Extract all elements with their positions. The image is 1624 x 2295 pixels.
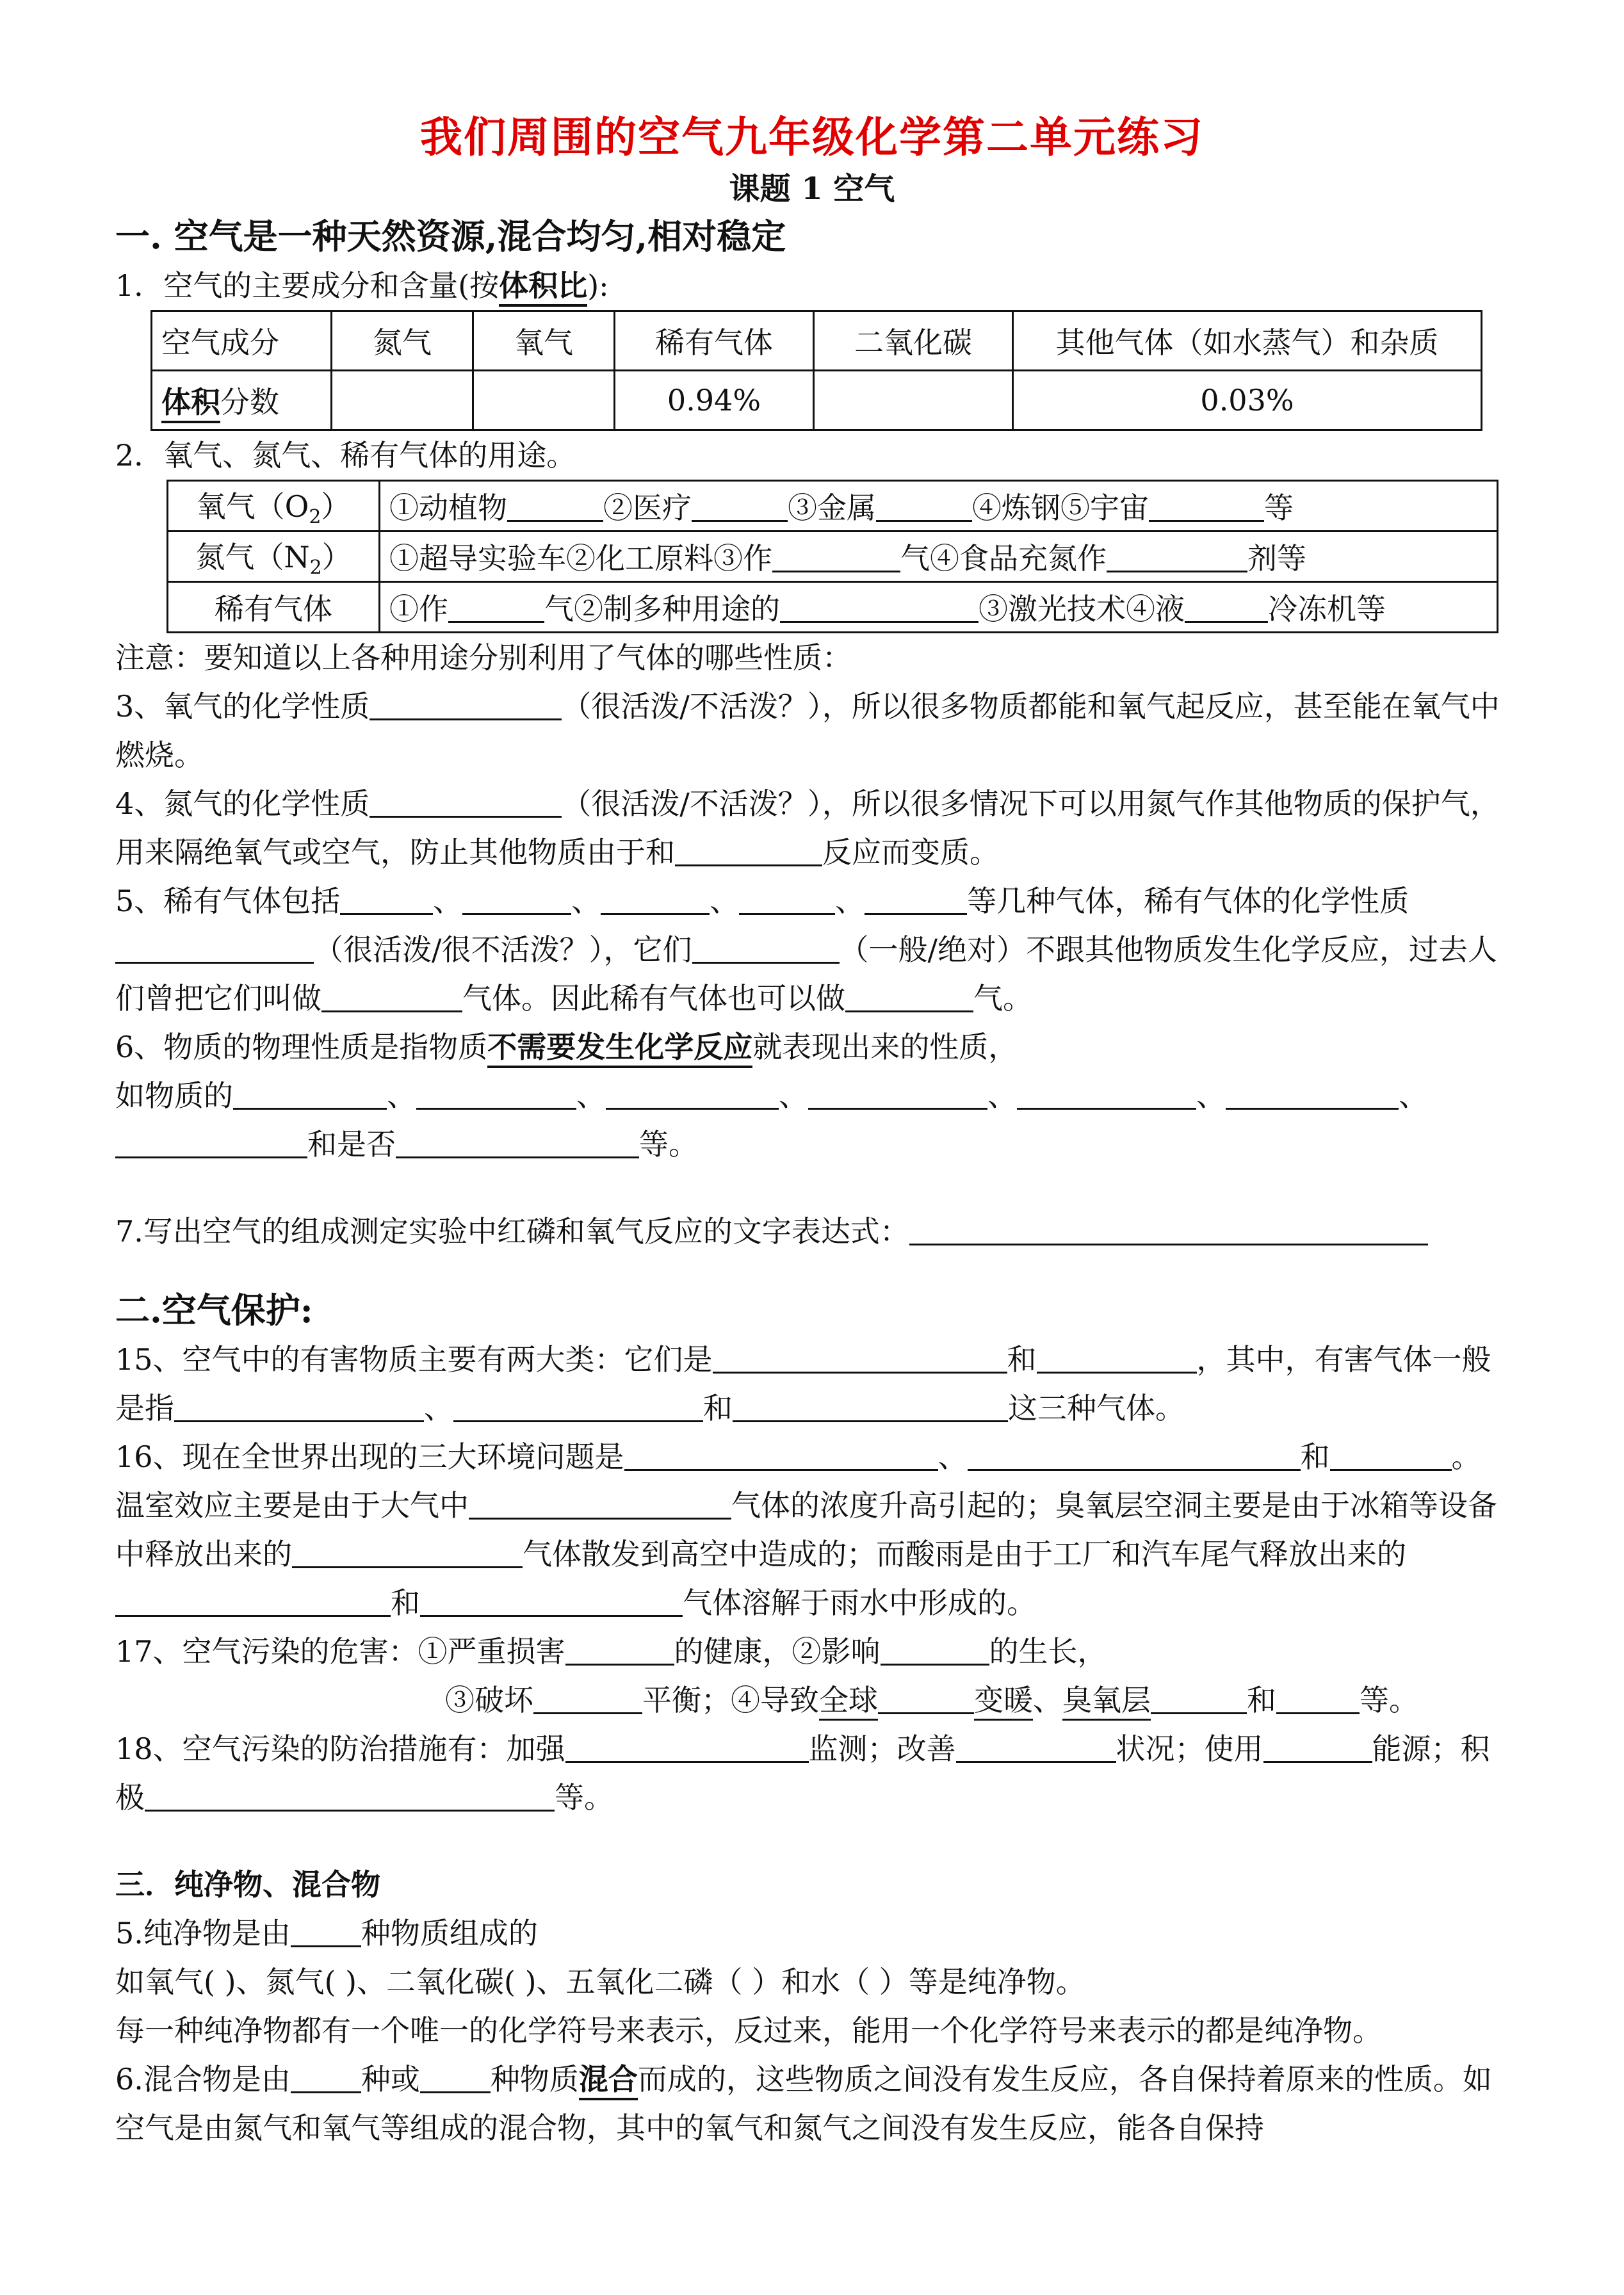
section-2-heading: 二.空气保护: [115, 1290, 313, 1331]
q6-tail [115, 1120, 1509, 1169]
table-header: 二氧化碳 [814, 311, 1013, 371]
use-text: 等 [1264, 491, 1294, 525]
answer-blank[interactable] [115, 931, 314, 964]
answer-blank[interactable] [145, 1779, 555, 1812]
q17-text: 和 [1247, 1683, 1276, 1717]
q15-text: 和 [1007, 1342, 1037, 1377]
q6-text: 如物质的 [115, 1078, 233, 1113]
q6-text: 和是否 [307, 1127, 396, 1162]
answer-cell[interactable] [473, 371, 615, 430]
answer-blank[interactable] [1151, 1682, 1247, 1714]
answer-blank[interactable] [369, 688, 562, 720]
q4-text: （很活泼/不活泼？），所以很多情况下可以用氮气作其他物质的保护气，用来隔绝氧气或空气，防止其他物质由于和 [115, 786, 1500, 870]
answer-blank[interactable] [692, 931, 840, 964]
q17-text: 等。 [1360, 1683, 1418, 1717]
q16 [115, 1432, 1509, 1627]
q17-text: 的生长， [989, 1634, 1107, 1669]
section-1-heading: 一. 空气是一种天然资源,混合均匀,相对稳定 [115, 216, 786, 257]
sep: 、 [571, 884, 601, 918]
row-label [152, 371, 332, 430]
gas-close: ） [321, 489, 351, 524]
q17 [115, 1627, 1509, 1676]
q17-text: ③破坏 [445, 1683, 533, 1717]
answer-blank[interactable] [733, 1390, 1008, 1422]
answer-blank[interactable] [1263, 1730, 1372, 1763]
q16-text: 气体溶解于雨水中形成的。 [683, 1585, 1036, 1620]
q17-continued [115, 1676, 1509, 1724]
answer-blank[interactable] [1149, 489, 1264, 522]
lesson-subtitle: 课题 1 空气 [729, 171, 895, 207]
answer-blank[interactable] [507, 489, 603, 522]
gas-name-noble: 稀有气体 [168, 582, 380, 633]
q17-underlined: 臭氧层 [1062, 1683, 1151, 1721]
use-text: 剂等 [1247, 541, 1306, 576]
q16-text: 。温室效应主要是由于大气中 [115, 1439, 1481, 1523]
answer-blank[interactable] [1017, 1077, 1196, 1110]
answer-blank[interactable] [1037, 1341, 1197, 1374]
page-title: 我们周围的空气九年级化学第二单元练习 [420, 112, 1204, 162]
noble-gas-uses [380, 582, 1498, 633]
q5-text: （一般/绝对）不跟其他物质发生化学反应，过去人们曾把它们叫做 [115, 932, 1497, 1016]
q3 [115, 682, 1509, 779]
q1 [115, 261, 1509, 310]
q6-text: 等。 [639, 1127, 698, 1162]
q17-text: 的健康，②影响 [674, 1634, 881, 1669]
q15-text: ，其中，有害气体一般是指 [115, 1342, 1491, 1425]
answer-blank[interactable] [878, 1682, 974, 1714]
q6-text: 6、物质的物理性质是指物质 [115, 1030, 488, 1064]
sep: 、 [1399, 1078, 1428, 1113]
table-row [168, 481, 1498, 531]
answer-blank[interactable] [772, 540, 900, 572]
q5-text: （很活泼/很不活泼？），它们 [314, 932, 692, 967]
q18-text: 能源；积极 [115, 1731, 1490, 1815]
q5-text: 等几种气体，稀有气体的化学性质 [967, 884, 1409, 918]
s3-q6-text: 种或 [361, 2062, 420, 2096]
sep: 、 [835, 884, 865, 918]
answer-blank[interactable] [881, 1633, 989, 1666]
sep: 、 [576, 1078, 606, 1113]
answer-blank[interactable] [606, 1077, 779, 1110]
table-header: 稀有气体 [615, 311, 814, 371]
q1-emph: 体积比 [499, 268, 587, 307]
answer-blank[interactable] [1107, 540, 1247, 572]
answer-blank[interactable] [1226, 1077, 1399, 1110]
q7 [115, 1207, 1509, 1256]
answer-blank[interactable] [369, 785, 562, 818]
q3-text: （很活泼/不活泼？），所以很多物质都能和氧气起反应，甚至能在氧气中燃烧。 [115, 689, 1500, 772]
s3-q5-note: 每一种纯净物都有一个唯一的化学符号来表示，反过来，能用一个化学符号来表示的都是纯净物。 [115, 2013, 1382, 2048]
answer-cell[interactable] [332, 371, 473, 430]
answer-blank[interactable] [453, 1390, 703, 1422]
table-header: 氮气 [332, 311, 473, 371]
answer-blank[interactable] [565, 1633, 674, 1666]
q18-text: 监测；改善 [808, 1731, 956, 1766]
answer-blank[interactable] [292, 1536, 523, 1568]
answer-blank[interactable] [1276, 1682, 1360, 1714]
q5 [115, 877, 1509, 1023]
answer-cell[interactable] [814, 371, 1013, 430]
table-header: 空气成分 [152, 311, 332, 371]
q17-text: 17、空气污染的危害：①严重损害 [115, 1634, 565, 1669]
subscript: 2 [309, 506, 321, 529]
q17-text: 、 [1033, 1683, 1062, 1717]
use-text: ①动植物 [389, 491, 507, 525]
answer-blank[interactable] [420, 2061, 491, 2093]
answer-blank[interactable] [675, 834, 822, 866]
s3-q5-text: 5.纯净物是由 [115, 1916, 291, 1950]
sep: 、 [433, 884, 463, 918]
answer-blank[interactable] [115, 1126, 307, 1158]
gas-text: 氮气（N [195, 539, 310, 574]
answer-blank[interactable] [713, 1341, 1007, 1374]
q15-text: 15、空气中的有害物质主要有两大类：它们是 [115, 1342, 713, 1377]
spacer [115, 1169, 1509, 1207]
table-header: 其他气体（如水蒸气）和杂质 [1013, 311, 1482, 371]
answer-blank[interactable] [1330, 1438, 1452, 1471]
q17-underlined: 全球 [819, 1683, 878, 1721]
spacer [115, 1822, 1509, 1860]
row-label-rest: 分数 [220, 385, 279, 419]
answer-blank[interactable] [565, 1730, 809, 1763]
use-text: 气④食品充氮作 [900, 541, 1107, 576]
sep: 、 [987, 1078, 1017, 1113]
q16-text: 气体的浓度升高引起的；臭氧层空洞主要是由于冰箱等设备中释放出来的 [115, 1488, 1497, 1571]
q16-text: 和 [1300, 1439, 1330, 1474]
q15-text: 、 [424, 1391, 453, 1425]
q4 [115, 779, 1509, 877]
q2: 2．氧气、氮气、稀有气体的用途。 [115, 438, 576, 473]
answer-blank[interactable] [624, 1438, 938, 1471]
use-text: ④炼钢⑤宇宙 [972, 491, 1149, 525]
q16-text: 气体散发到高空中造成的；而酸雨是由于工厂和汽车尾气释放出来的 [523, 1537, 1406, 1571]
q16-text: 和 [391, 1585, 420, 1620]
answer-blank[interactable] [462, 882, 571, 915]
q18-text: 等。 [555, 1780, 613, 1815]
gas-name-nitrogen [168, 531, 380, 582]
answer-blank[interactable] [396, 1126, 639, 1158]
q5-text: 气体。因此稀有气体也可以做 [462, 981, 845, 1016]
value-cell: 0.94% [615, 371, 814, 430]
answer-blank[interactable] [1185, 590, 1268, 623]
table-header: 氧气 [473, 311, 615, 371]
use-text: ③金属 [788, 491, 876, 525]
answer-blank[interactable] [808, 1077, 987, 1110]
answer-blank[interactable] [448, 590, 544, 623]
q1-text: 1．空气的主要成分和含量(按 [115, 268, 499, 303]
answer-blank[interactable] [601, 882, 710, 915]
answer-blank[interactable] [321, 980, 462, 1012]
q17-text: 平衡；④导致 [642, 1683, 819, 1717]
q5-text: 气。 [973, 981, 1032, 1016]
q15 [115, 1335, 1509, 1432]
use-text: ①超导实验车②化工原料③作 [389, 541, 772, 576]
answer-blank[interactable] [956, 1730, 1116, 1763]
q16-text: 16、现在全世界出现的三大环境问题是 [115, 1439, 624, 1474]
value-cell: 0.03% [1013, 371, 1482, 430]
answer-blank[interactable] [469, 1487, 731, 1520]
gas-close: ） [321, 539, 352, 574]
answer-blank[interactable] [420, 1584, 683, 1617]
sep: 、 [710, 884, 740, 918]
answer-blank[interactable] [233, 1077, 387, 1110]
q18 [115, 1724, 1509, 1822]
q6-text: 就表现出来的性质， [752, 1030, 1018, 1064]
s3-q5 [115, 1909, 1509, 1958]
nitrogen-uses [380, 531, 1498, 582]
use-text: 冷冻机等 [1268, 592, 1386, 626]
sep: 、 [1196, 1078, 1226, 1113]
answer-blank[interactable] [115, 1584, 391, 1617]
q17-underlined: 变暖 [974, 1683, 1033, 1721]
answer-blank[interactable] [780, 590, 978, 623]
q6-blanks [115, 1071, 1509, 1120]
q18-text: 状况；使用 [1116, 1731, 1263, 1766]
q5-text: 5、稀有气体包括 [115, 884, 341, 918]
q15-text: 和 [703, 1391, 733, 1425]
q18-text: 18、空气污染的防治措施有：加强 [115, 1731, 565, 1766]
sep: 、 [387, 1078, 416, 1113]
gas-name-oxygen [168, 481, 380, 531]
answer-blank[interactable] [340, 882, 433, 915]
oxygen-uses [380, 481, 1498, 531]
q6 [115, 1023, 1509, 1071]
answer-blank[interactable] [876, 489, 972, 522]
table-row [152, 311, 1482, 371]
answer-blank[interactable] [174, 1390, 424, 1422]
s3-q6-text: 6.混合物是由 [115, 2062, 291, 2096]
q15-text: 这三种气体。 [1008, 1391, 1185, 1425]
s3-q6-text: 而成的，这些物质之间没有发生反应，各自保持着原来的性质。如空气是由氮气和氧气等组成的混合物，其中的氧气和氮气之间没有发生反应，能各自保持 [115, 2062, 1492, 2145]
spacer [115, 1256, 1509, 1285]
gas-text: 氧气（O [196, 489, 309, 524]
q4-text: 4、氮气的化学性质 [115, 786, 370, 821]
use-text: ①作 [389, 592, 448, 626]
table-row [168, 582, 1498, 633]
q7-text: 7.写出空气的组成测定实验中红磷和氧气反应的文字表达式： [115, 1214, 909, 1249]
s3-q6-text: 种物质 [490, 2062, 579, 2096]
s3-q5-examples: 如氧气( )、氮气( )、二氧化碳( )、五氧化二磷（ ）和水（ ）等是纯净物。 [115, 1965, 1085, 1999]
note: 注意：要知道以上各种用途分别利用了气体的哪些性质： [115, 640, 852, 675]
q1-suffix: ): [587, 268, 609, 303]
s3-q6-emph: 混合 [579, 2062, 638, 2100]
gas-uses-table [166, 480, 1498, 633]
q6-emph: 不需要发生化学反应 [487, 1030, 752, 1068]
row-label-emph: 体积 [161, 385, 220, 423]
table-row [168, 531, 1498, 582]
air-composition-table [150, 310, 1482, 431]
answer-blank[interactable] [692, 489, 788, 522]
q3-text: 3、氧气的化学性质 [115, 689, 370, 724]
answer-blank[interactable] [739, 882, 835, 915]
answer-blank[interactable] [533, 1682, 642, 1714]
s3-q6 [115, 2055, 1509, 2152]
answer-blank[interactable] [291, 2061, 361, 2093]
answer-blank[interactable] [865, 882, 967, 915]
sep: 、 [779, 1078, 808, 1113]
answer-blank[interactable] [968, 1438, 1301, 1471]
subscript: 2 [309, 556, 322, 580]
use-text: 气②制多种用途的 [544, 592, 780, 626]
table-row [152, 371, 1482, 430]
q4-text: 反应而变质。 [822, 835, 999, 870]
s3-q5-text: 种物质组成的 [361, 1916, 538, 1950]
answer-blank[interactable] [416, 1077, 576, 1110]
answer-blank[interactable] [845, 980, 973, 1012]
section-3-heading: 三．纯净物、混合物 [115, 1867, 380, 1902]
use-text: ③激光技术④液 [978, 592, 1185, 626]
answer-blank[interactable] [909, 1213, 1428, 1245]
use-text: ②医疗 [603, 491, 692, 525]
answer-blank[interactable] [291, 1915, 361, 1947]
q16-text: 、 [938, 1439, 968, 1474]
